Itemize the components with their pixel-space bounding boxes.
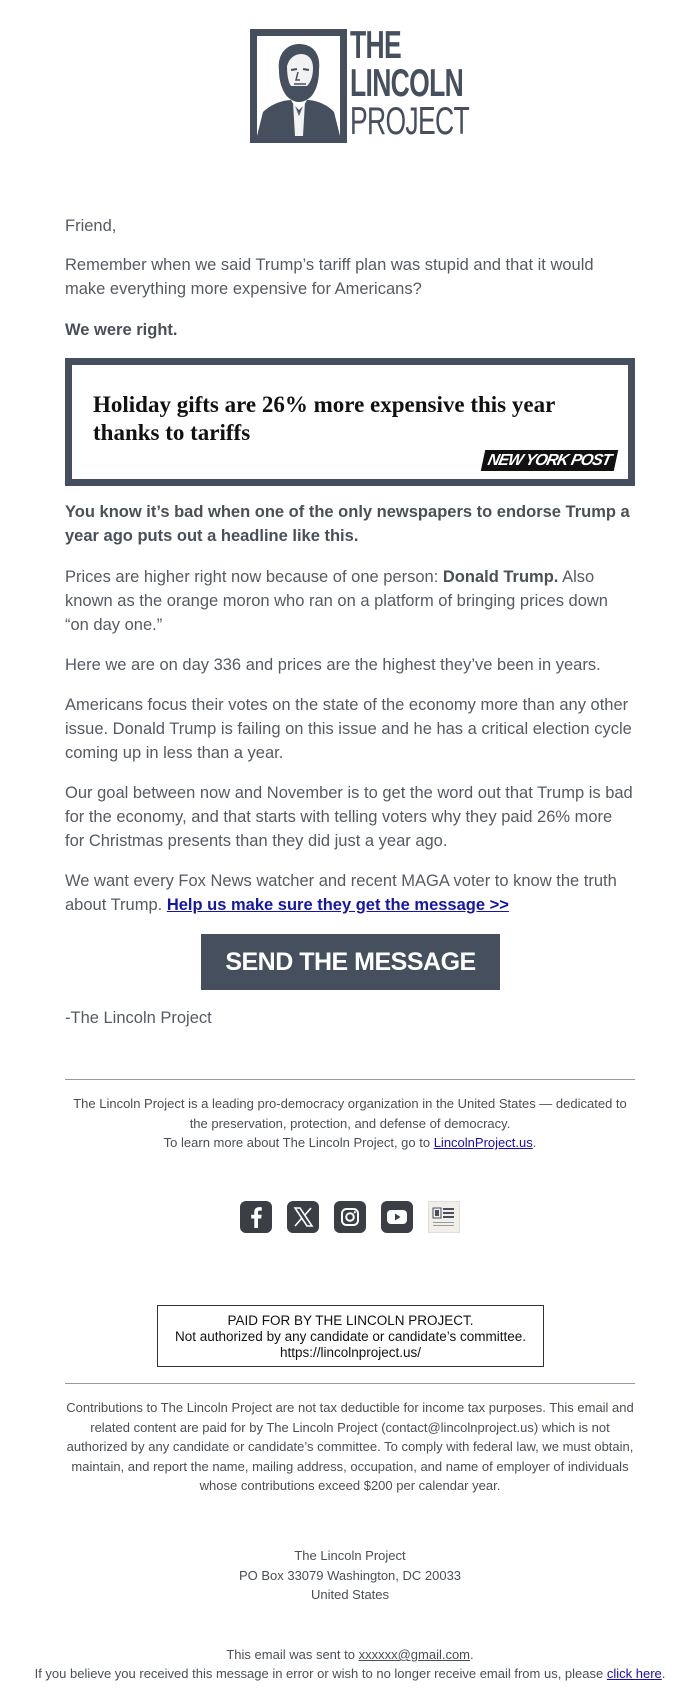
about-line-2-end: . — [532, 1135, 537, 1150]
day-paragraph: Here we are on day 336 and prices are the highest they’ve been in years. — [65, 656, 601, 674]
instagram-icon[interactable] — [334, 1201, 366, 1233]
about-line-2-text: To learn more about The Lincoln Project, go to — [163, 1135, 434, 1150]
logo-line-3: PROJECT — [350, 100, 470, 143]
address-street: PO Box 33079 Washington, DC 20033 — [238, 1567, 462, 1583]
facebook-icon[interactable] — [240, 1201, 272, 1233]
unsubscribe-end: . — [661, 1666, 666, 1681]
headline-text: Holiday gifts are 26% more expensive this year thanks to tariffs — [93, 392, 555, 445]
lincoln-portrait-icon — [250, 29, 347, 143]
postal-address — [65, 1546, 635, 1605]
unsubscribe-text: If you believe you received this message in error or wish to no longer receive email from us, please — [34, 1666, 607, 1681]
unsubscribe-link[interactable]: click here — [606, 1666, 662, 1681]
divider — [65, 1383, 635, 1384]
about-line-2 — [65, 1133, 635, 1153]
send-message-link[interactable]: Help us make sure they get the message >> — [166, 896, 509, 914]
x-icon[interactable] — [287, 1201, 319, 1233]
sent-to-text: This email was sent to — [226, 1647, 359, 1662]
fox-paragraph — [65, 869, 635, 917]
divider — [65, 1079, 635, 1080]
prices-paragraph — [65, 565, 635, 637]
address-name: The Lincoln Project — [294, 1548, 406, 1563]
prices-text-after: Also known as the orange moron who ran on a platform of bringing prices down “on day one.” — [65, 568, 608, 634]
headline-image[interactable] — [65, 358, 635, 486]
logo-wordmark — [350, 24, 470, 143]
about-line-1: The Lincoln Project is a leading pro-democracy organization in the United States — dedicated to the preservation, protection, and defense of democracy. — [73, 1096, 627, 1131]
intro-paragraph: Remember when we said Trump’s tariff plan was stupid and that it would make everything more expensive for Americans? — [65, 256, 594, 298]
sent-to-line — [0, 1645, 700, 1665]
unsubscribe-line — [0, 1664, 700, 1684]
prices-text-bold: Donald Trump. — [442, 568, 559, 586]
paid-for-box — [157, 1305, 544, 1367]
lincolnproject-link[interactable]: LincolnProject.us — [433, 1135, 533, 1150]
prices-text-before: Prices are higher right now because of one person: — [65, 568, 443, 586]
new-york-post-logo: NEW YORK POST — [481, 450, 618, 471]
address-country: United States — [310, 1587, 390, 1602]
about-text — [65, 1094, 635, 1153]
greeting: Friend, — [65, 217, 117, 235]
recipient-email-link[interactable]: xxxxxx@gmail.com — [358, 1647, 471, 1662]
paid-for-line-2: Not authorized by any candidate or candidate’s committee. — [175, 1329, 526, 1344]
lincoln-project-logo[interactable] — [250, 24, 470, 144]
logo-line-1: THE — [350, 24, 401, 67]
send-the-message-button[interactable]: SEND THE MESSAGE — [201, 934, 500, 990]
lincoln-project-icon[interactable] — [428, 1201, 460, 1233]
fox-text: We want every Fox News watcher and recent MAGA voter to know the truth about Trump. — [65, 872, 617, 914]
youtube-icon[interactable] — [381, 1201, 413, 1233]
sent-to-end: . — [470, 1647, 474, 1662]
signature: -The Lincoln Project — [65, 1009, 212, 1027]
paid-for-line-1: PAID FOR BY THE LINCOLN PROJECT. — [227, 1313, 474, 1328]
disclaimer: Contributions to The Lincoln Project are not tax deductible for income tax purposes. This email and related content are paid for by The Lincoln Project (contact@lincolnproject.us) which is not authorized by any candidate or candidate’s committee. To comply with federal law, we must obtain, maintain, and report the name, mailing address, occupation, and name of employer of individuals whose contributions exceed $200 per calendar year. — [66, 1400, 634, 1493]
economy-paragraph: Americans focus their votes on the state of the economy more than any other issue. Donald Trump is failing on this issue and he has a critical election cycle coming up in less than a year. — [65, 696, 632, 762]
paid-for-line-3: https://lincolnproject.us/ — [279, 1345, 422, 1360]
logo-line-2: LINCOLN — [350, 62, 464, 105]
goal-paragraph: Our goal between now and November is to get the word out that Trump is bad for the economy, and that starts with telling voters why they paid 26% more for Christmas presents than they did just a year ago. — [65, 784, 633, 850]
endorse-paragraph: You know it’s bad when one of the only newspapers to endorse Trump a year ago puts out a headline like this. — [65, 503, 630, 545]
we-were-right: We were right. — [65, 321, 178, 339]
